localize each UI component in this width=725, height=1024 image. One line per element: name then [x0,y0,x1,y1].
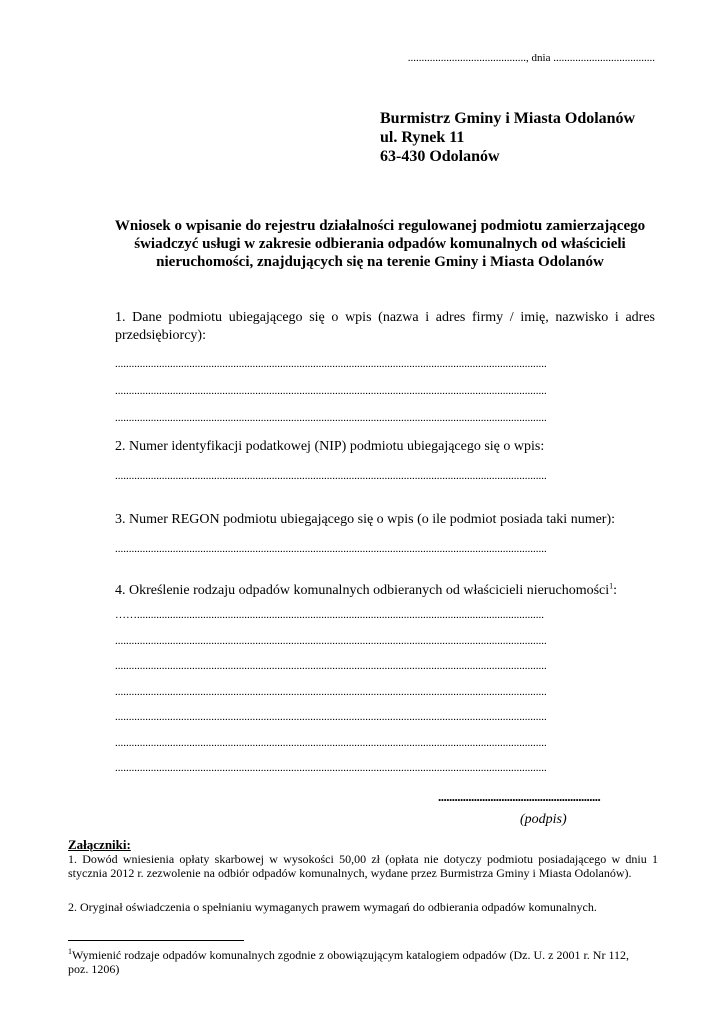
fill-line-s4-a[interactable]: …….................................................................................................................................................... [115,609,544,621]
recipient-postal-city: 63-430 Odolanów [380,148,500,165]
fill-line-s3[interactable]: ............................................................................................................................................................. [115,543,547,555]
section-4-label [115,582,655,600]
title-line-3: nieruchomości, znajdujących się na terenie Gminy i Miasta Odolanów [156,254,604,270]
footnote-text: Wymienić rodzaje odpadów komunalnych zgodnie z obowiązującym katalogiem odpadów (Dz. U. z 2001 r. Nr 112, poz. 1206) [68,948,630,976]
section-1-label: 1. Dane podmiotu ubiegającego się o wpis (nazwa i adres firmy / imię, nazwisko i adres przedsiębiorcy): [115,310,655,343]
recipient-street: ul. Rynek 11 [380,129,465,146]
footnote-ref: 1 [609,581,614,591]
document-title [60,217,700,271]
fill-line-s2[interactable]: ............................................................................................................................................................. [115,470,547,482]
recipient-address [380,109,635,166]
attachment-item-2: 2. Oryginał oświadczenia o spełnianiu wymaganych prawem wymagań do odbierania odpadów komunalnych. [68,900,597,914]
fill-line-s4-e[interactable]: ............................................................................................................................................................. [115,711,547,723]
recipient-name: Burmistrz Gminy i Miasta Odolanów [380,110,636,127]
fill-line-s1-a[interactable]: ............................................................................................................................................................. [115,358,547,370]
footnote-divider [68,940,244,941]
fill-line-s4-f[interactable]: ............................................................................................................................................................. [115,737,547,749]
section-3-label: 3. Numer REGON podmiotu ubiegającego się o wpis (o ile podmiot posiada taki numer): [115,512,616,527]
fill-line-s4-d[interactable]: ............................................................................................................................................................. [115,686,547,698]
footnote [68,948,648,976]
fill-line-s4-b[interactable]: ............................................................................................................................................................. [115,635,547,647]
section-4-text: 4. Określenie rodzaju odpadów komunalnych odbieranych od właścicieli nieruchomości [115,583,610,598]
attachments-heading: Załączniki: [68,837,131,852]
attachment-item-1: 1. Dowód wniesienia opłaty skarbowej w wysokości 50,00 zł (opłata nie dotyczy podmiotu posiadającego w dniu 1 stycznia 2012 r. zezwolenie na odbiór odpadów komunalnych, wydane przez Burmistrza Gminy i Miasta Odolanów). [68,852,658,880]
fill-line-s4-g[interactable]: ............................................................................................................................................................. [115,762,547,774]
footnote-number: 1 [68,947,72,956]
place-date-line: ..........................................., dnia ..................................... [407,52,655,64]
signature-line[interactable]: ........................................................... [438,789,601,804]
signature-label: (podpis) [520,812,567,827]
section-2-label: 2. Numer identyfikacji podatkowej (NIP) podmiotu ubiegającego się o wpis: [115,439,545,454]
fill-line-s1-b[interactable]: ............................................................................................................................................................. [115,385,547,397]
title-line-1: Wniosek o wpisanie do rejestru działalności regulowanej podmiotu zamierzającego [114,218,646,234]
fill-line-s1-c[interactable]: ............................................................................................................................................................. [115,412,547,424]
section-4-colon: : [613,583,618,598]
title-line-2: świadczyć usługi w zakresie odbierania odpadów komunalnych od właścicieli [134,236,626,252]
fill-line-s4-c[interactable]: ............................................................................................................................................................. [115,660,547,672]
